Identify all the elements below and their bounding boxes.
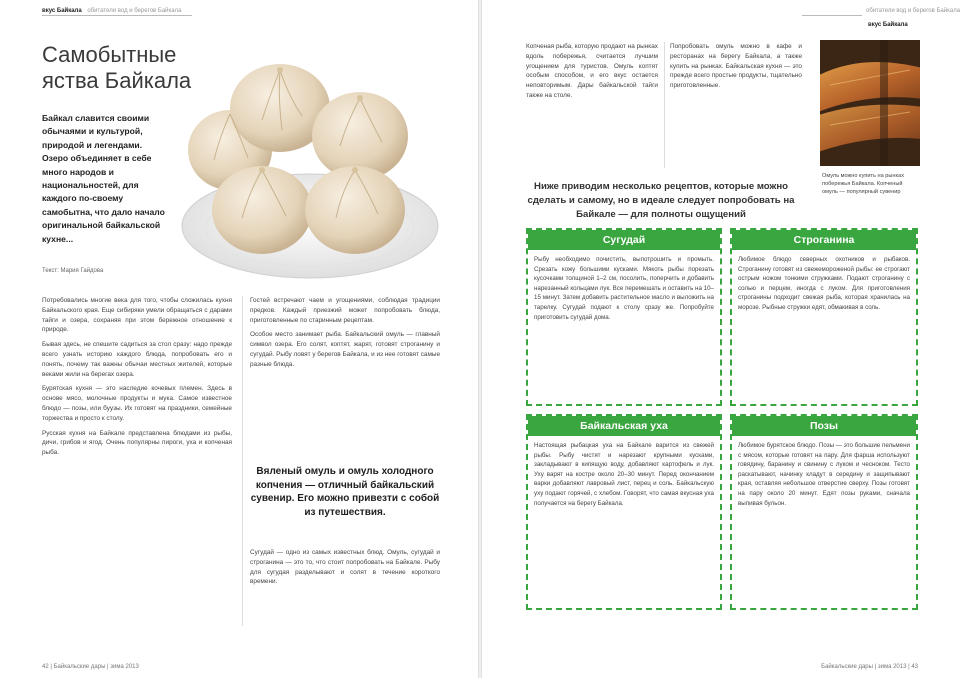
intro-divider bbox=[664, 42, 665, 168]
right-page bbox=[482, 0, 960, 678]
left-page bbox=[0, 0, 478, 678]
intro-column-2: Попробовать омуль можно в кафе и ресторанах на берегу Байкала, а также купить на рынках. Байкальская кухня — это прежде всего простые продукты, тщательно приготовленные. bbox=[670, 43, 802, 90]
recipe-title: Байкальская уха bbox=[528, 416, 720, 436]
running-head-right: обитатели вод и берегов Байкала bbox=[866, 8, 960, 14]
recipe-text: Любимое блюдо северных охотников и рыбаков. Строганину готовят из свежемороженой рыбы: ее строгают острым ножом тонкими стружками. Подают строганину с солью и перцем, иногда с луком. Для приготовления строганины подходит свежая рыба, которая хранилась на морозе. Рыбные стружки едят, обмакивая в соль. bbox=[738, 256, 910, 311]
recipes-intro: Ниже приводим несколько рецептов, которые можно сделать и самому, но в идеале следует попробовать на Байкале — для полноты ощущений bbox=[527, 181, 795, 220]
running-head-left: вкус Байкала обитатели вод и берегов Байкала bbox=[42, 8, 182, 14]
smoked-fish-photo bbox=[820, 40, 920, 166]
recipe-title: Позы bbox=[732, 416, 916, 436]
body-column-2-bottom: Сугудай — одно из самых известных блюд. Омуль, сугудай и строганина — это то, что стоит попробовать на Байкале. Рыбу для сугудая разделывают и солят в течение короткого времени. bbox=[250, 549, 440, 586]
recipe-box-sugudai bbox=[526, 228, 722, 406]
running-head-rule bbox=[42, 15, 192, 16]
page-folio-right: Байкальские дары | зима 2013 | 43 bbox=[821, 664, 918, 670]
running-head-section-right: вкус Байкала bbox=[868, 22, 908, 28]
dumplings-image bbox=[170, 50, 440, 286]
recipe-box-stroganina bbox=[730, 228, 918, 406]
pull-quote: Вяленый омуль и омуль холодного копчения — отличный байкальский сувенир. Его можно привезти с собой из путешествия. bbox=[250, 466, 440, 518]
running-head-rule-right bbox=[802, 15, 862, 16]
column-divider bbox=[242, 296, 243, 626]
recipe-text: Любимое бурятское блюдо. Позы — это большие пельмени с мясом, которые готовят на пару. Для фарша используют говядину, баранину и свинину с луком и чесноком. Тесто раскатывают, начинку кладут в середину и защипывают края, оставляя небольшое отверстие сверху. Позы готовят на пару около 20 минут. Едят позы руками, сначала выпивая бульон. bbox=[738, 442, 910, 507]
body-column-1: Потребовались многие века для того, чтобы сложилась кухня Байкальского края. Еще сибиряки умели обращаться с дарами тайги и озера, сохраняя при этом бережное отношение к природе. Бывая здесь, не спешите садиться за стол сразу: надо прежде всего узнать историю каждого блюда, попробовать его и понять, почему так важны обычаи местных жителей, которые веками жили на берегах озера. Бурятская кухня — это наследие кочевых племен. Здесь в основе мясо, молочные продукты и мука. Самое известное блюдо — позы, или буузы. Их готовят на праздники, семейные торжества и просто к столу. Русская кухня на Байкале представлена блюдами из рыбы, дичи, грибов и ягод. Очень популярны пироги, уха и копченая рыба. bbox=[42, 297, 232, 457]
author-credit: Текст: Мария Гайдова bbox=[42, 268, 104, 274]
body-column-2: Гостей встречают чаем и угощениями, соблюдая традиции предков. Каждый приезжий может попробовать блюда, приготовленные по старинным рецептам. Особое место занимает рыба. Байкальский омуль — главный символ озера. Его солят, коптят, жарят, готовят строганину и сугудай. Рыбу ловят у берегов Байкала, и из нее готовят самые разные блюда. bbox=[250, 297, 440, 368]
recipe-title: Сугудай bbox=[528, 230, 720, 250]
recipe-text: Настоящая рыбацкая уха на Байкале варится из свежей рыбы. Рыбу чистят и нарезают крупными кусками, закладывают в кипящую воду, добавляют картофель и лук. Уху варят на костре около 20–30 минут. Перед окончанием варки добавляют лавровый лист, перец и соль. Байкальскую уху подают горячей, с хлебом. Говорят, что самая вкусная уха получается на берегу Байкала. bbox=[534, 442, 714, 507]
recipe-title: Строганина bbox=[732, 230, 916, 250]
dumplings-photo bbox=[170, 50, 440, 286]
intro-column-1: Копченая рыба, которую продают на рынках вдоль побережья, считается лучшим угощением для туристов. Омуль коптят особым способом, и его вкус остается неповторимым. Дары байкальской тайги также на столе. bbox=[526, 43, 658, 99]
recipe-text: Рыбу необходимо почистить, выпотрошить и промыть. Срезать кожу большими кусками. Мякоть рыбы порезать кусочками толщиной 1–2 см, посолить, поперчить и добавить нарезанный кольцами лук. Все перемешать и оставить на 10–15 минут. Затем добавить растительное масло и выложить на тарелку. Сугудай подают к столу сразу же. Попробуйте приготовить сугудай дома. bbox=[534, 256, 714, 321]
article-lead: Байкал славится своими обычаями и культурой, природой и легендами. Озеро объединяет в себе много народов и национальностей, для каждого по-своему самобытна, что дало начало оригинальной байкальской кухне... bbox=[42, 113, 165, 244]
photo-caption: Омуль можно купить на рынках побережья Байкала. Копченый омуль — популярный сувенир bbox=[822, 173, 904, 196]
recipe-box-pozy bbox=[730, 414, 918, 610]
article-title: Самобытные яства Байкала bbox=[42, 42, 192, 93]
page-folio-left: 42 | Байкальские дары | зима 2013 bbox=[42, 664, 139, 670]
recipe-box-baikal-ukha bbox=[526, 414, 722, 610]
smoked-fish-image bbox=[820, 40, 920, 166]
